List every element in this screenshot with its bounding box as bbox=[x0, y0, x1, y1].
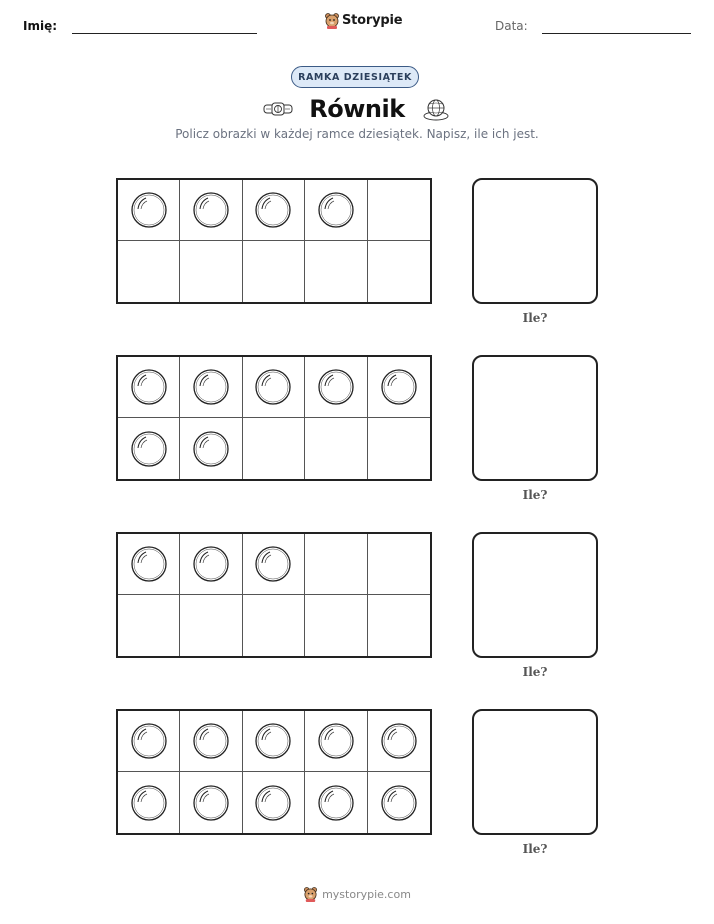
answer-box-1[interactable] bbox=[472, 178, 598, 304]
frame-cell bbox=[305, 711, 367, 772]
brand-name: Storypie bbox=[342, 13, 403, 28]
frame-cell bbox=[118, 772, 180, 833]
frame-cell bbox=[368, 357, 430, 418]
frame-cell bbox=[368, 772, 430, 833]
category-badge: RAMKA DZIESIĄTEK bbox=[291, 66, 419, 88]
bear-mascot-icon bbox=[303, 886, 318, 902]
answer-box-3[interactable] bbox=[472, 532, 598, 658]
bubble-icon bbox=[253, 367, 293, 407]
frame-cell bbox=[305, 418, 367, 479]
instruction-text: Policz obrazki w każdej ramce dziesiątek. Napisz, ile ich jest. bbox=[175, 127, 539, 141]
answer-label-1: Ile? bbox=[522, 311, 548, 325]
frame-cell bbox=[118, 595, 180, 656]
bubble-icon bbox=[129, 190, 169, 230]
name-label: Imię: bbox=[23, 19, 58, 33]
frame-cell bbox=[243, 357, 305, 418]
frame-cell bbox=[368, 711, 430, 772]
frame-cell bbox=[118, 180, 180, 241]
frame-cell bbox=[118, 418, 180, 479]
ten-frame-3 bbox=[116, 532, 432, 658]
name-line[interactable] bbox=[72, 33, 257, 34]
frame-cell bbox=[305, 595, 367, 656]
date-line[interactable] bbox=[542, 33, 691, 34]
frame-cell bbox=[305, 534, 367, 595]
frame-cell bbox=[243, 772, 305, 833]
answer-label-2: Ile? bbox=[522, 488, 548, 502]
bubble-icon bbox=[191, 190, 231, 230]
frame-cell bbox=[368, 180, 430, 241]
frame-cell bbox=[180, 534, 242, 595]
bubble-icon bbox=[129, 783, 169, 823]
bubble-icon bbox=[191, 367, 231, 407]
bubble-icon bbox=[253, 783, 293, 823]
answer-label-4: Ile? bbox=[522, 842, 548, 856]
frame-cell bbox=[180, 180, 242, 241]
frame-cell bbox=[243, 595, 305, 656]
bubble-icon bbox=[129, 544, 169, 584]
frame-cell bbox=[368, 418, 430, 479]
bubble-icon bbox=[316, 783, 356, 823]
ten-frame-1 bbox=[116, 178, 432, 304]
frame-cell bbox=[180, 772, 242, 833]
frame-cell bbox=[118, 241, 180, 302]
title-row bbox=[0, 92, 714, 126]
bubble-icon bbox=[316, 367, 356, 407]
frame-cell bbox=[243, 241, 305, 302]
page-title: Równik bbox=[309, 95, 405, 123]
frame-cell bbox=[180, 241, 242, 302]
bear-mascot-icon bbox=[324, 12, 340, 29]
frame-cell bbox=[180, 711, 242, 772]
bubble-icon bbox=[316, 190, 356, 230]
compass-icon bbox=[263, 101, 293, 117]
bubble-icon bbox=[253, 721, 293, 761]
frame-cell bbox=[243, 418, 305, 479]
bubble-icon bbox=[253, 544, 293, 584]
bubble-icon bbox=[191, 721, 231, 761]
bubble-icon bbox=[129, 429, 169, 469]
ten-frame-4 bbox=[116, 709, 432, 835]
globe-icon bbox=[421, 97, 451, 121]
frame-cell bbox=[368, 595, 430, 656]
frame-cell bbox=[180, 357, 242, 418]
bubble-icon bbox=[191, 429, 231, 469]
frame-cell bbox=[305, 241, 367, 302]
frame-cell bbox=[243, 711, 305, 772]
frame-cell bbox=[118, 357, 180, 418]
frame-cell bbox=[180, 418, 242, 479]
footer-url: mystorypie.com bbox=[322, 887, 411, 901]
bubble-icon bbox=[191, 544, 231, 584]
ten-frame-2 bbox=[116, 355, 432, 481]
bubble-icon bbox=[129, 367, 169, 407]
frame-cell bbox=[243, 180, 305, 241]
brand-logo bbox=[324, 12, 402, 29]
frame-cell bbox=[368, 241, 430, 302]
frame-cell bbox=[305, 180, 367, 241]
date-label: Data: bbox=[495, 19, 528, 33]
bubble-icon bbox=[191, 783, 231, 823]
bubble-icon bbox=[129, 721, 169, 761]
frame-cell bbox=[305, 357, 367, 418]
frame-cell bbox=[305, 772, 367, 833]
frame-cell bbox=[180, 595, 242, 656]
footer bbox=[0, 886, 714, 902]
bubble-icon bbox=[253, 190, 293, 230]
frame-cell bbox=[118, 534, 180, 595]
answer-box-4[interactable] bbox=[472, 709, 598, 835]
bubble-icon bbox=[379, 721, 419, 761]
bubble-icon bbox=[379, 783, 419, 823]
frame-cell bbox=[368, 534, 430, 595]
bubble-icon bbox=[316, 721, 356, 761]
bubble-icon bbox=[379, 367, 419, 407]
frame-cell bbox=[118, 711, 180, 772]
answer-box-2[interactable] bbox=[472, 355, 598, 481]
frame-cell bbox=[243, 534, 305, 595]
answer-label-3: Ile? bbox=[522, 665, 548, 679]
